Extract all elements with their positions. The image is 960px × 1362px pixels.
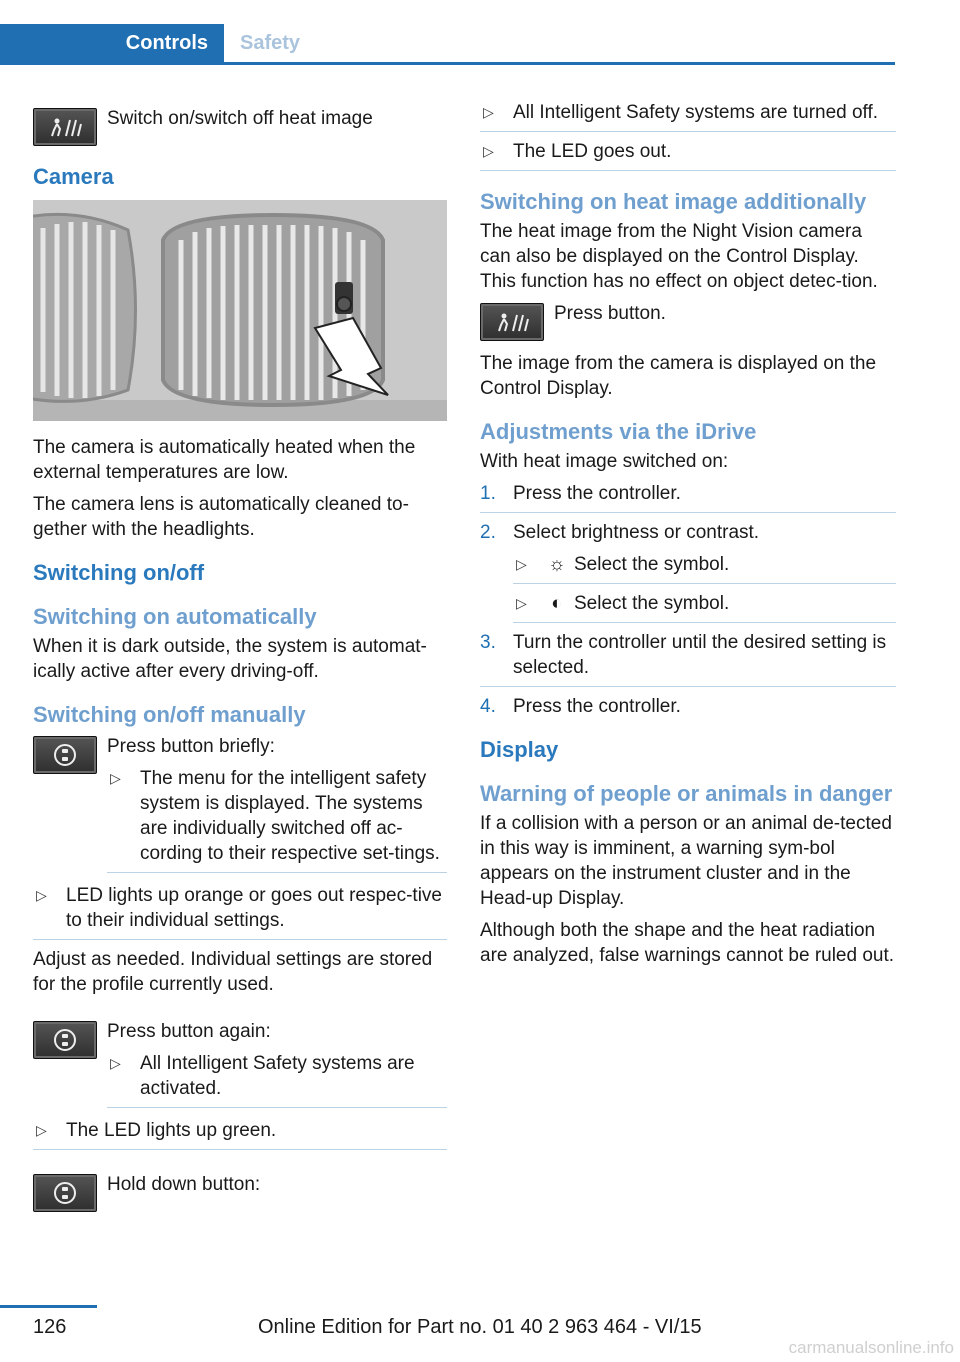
heat-paragraph: The heat image from the Night Vision camera can also be displayed on the Control Display. This function has no effect on object detec-tion. [480, 221, 878, 292]
intelligent-safety-icon [33, 1021, 97, 1059]
left-column [33, 100, 447, 1222]
camera-paragraph-1: The camera is automatically heated when the external temperatures are low. [33, 437, 416, 483]
adjust-paragraph: Adjust as needed. Individual settings are stored for the profile currently used. [33, 949, 433, 995]
press-briefly-row [33, 734, 447, 873]
heat-image-button-text: Switch on/switch off heat image [107, 108, 373, 129]
list-item: 3. Turn the controller until the desired setting is selected. [480, 630, 896, 687]
footer-rule [0, 1305, 97, 1308]
heading-auto: Switching on automatically [33, 604, 317, 629]
list-item: ▷ All Intelligent Safety systems are turned off. [480, 100, 896, 132]
list-item: 4. Press the controller. [480, 696, 681, 717]
idrive-paragraph: With heat image switched on: [480, 451, 729, 472]
intelligent-safety-icon [33, 1174, 97, 1212]
heading-heat-image: Switching on heat image additionally [480, 189, 867, 214]
camera-paragraph-2: The camera lens is automatically cleaned to-gether with the headlights. [33, 494, 409, 540]
contrast-icon: ◐ [551, 593, 563, 614]
brightness-sun-icon: ☼ [548, 554, 566, 575]
list-item: ▷ ◐ Select the symbol. [513, 591, 896, 623]
image-paragraph: The image from the camera is displayed on the Control Display. [480, 353, 877, 399]
press-button-row [480, 301, 896, 341]
steps-list [480, 481, 896, 719]
auto-paragraph: When it is dark outside, the system is automat-ically active after every driving-off. [33, 636, 427, 682]
press-again-row [33, 1019, 447, 1108]
warning-paragraph-2: Although both the shape and the heat radiation are analyzed, false warnings cannot be ruled out. [480, 920, 895, 966]
list-item: ▷ All Intelligent Safety systems are activated. [107, 1051, 447, 1108]
list-item: ▷ LED lights up orange or goes out respec-tive to their individual settings. [33, 883, 447, 940]
page-number: 126 [33, 1316, 67, 1338]
warning-paragraph-1: If a collision with a person or an animal de-tected in this way is imminent, a warning sym-bol appears on the instrument cluster and in the Head-up Display. [480, 813, 892, 909]
heat-image-button-row [33, 106, 447, 146]
heading-camera: Camera [33, 164, 114, 189]
heading-warning: Warning of people or animals in danger [480, 781, 893, 806]
heading-display: Display [480, 737, 559, 762]
right-column [480, 100, 896, 975]
press-button-text: Press button. [554, 303, 666, 324]
tab-controls[interactable]: Controls [0, 24, 224, 62]
list-item: 1. Press the controller. [480, 481, 896, 513]
night-vision-icon [480, 303, 544, 341]
hold-down-row [33, 1172, 447, 1212]
list-item: ▷ The menu for the intelligent safety system is displayed. The systems are individually switched off ac-cording to their respective set-tings. [107, 766, 447, 873]
list-item: ▷ The LED lights up green. [33, 1118, 447, 1150]
heading-idrive: Adjustments via the iDrive [480, 419, 757, 444]
press-again-text: Press button again: [107, 1021, 271, 1042]
watermark: carmanualsonline.info [788, 1338, 954, 1357]
hold-down-text: Hold down button: [107, 1174, 261, 1195]
night-vision-icon [33, 108, 97, 146]
camera-grille-image [33, 200, 447, 421]
press-briefly-text: Press button briefly: [107, 736, 275, 757]
heading-switching: Switching on/off [33, 560, 205, 585]
list-item: ▷ The LED goes out. [480, 139, 896, 171]
tab-safety[interactable]: Safety [240, 32, 301, 54]
list-item: 2. Select brightness or contrast. ▷ ☼ Select the symbol. ▷ ◐ Select the symbol. [480, 520, 896, 623]
header-tabbar [0, 24, 895, 65]
heading-manual: Switching on/off manually [33, 702, 306, 727]
list-item: ▷ ☼ Select the symbol. [513, 552, 896, 584]
intelligent-safety-icon [33, 736, 97, 774]
edition-text: Online Edition for Part no. 01 40 2 963 464 - VI/15 [258, 1316, 702, 1338]
